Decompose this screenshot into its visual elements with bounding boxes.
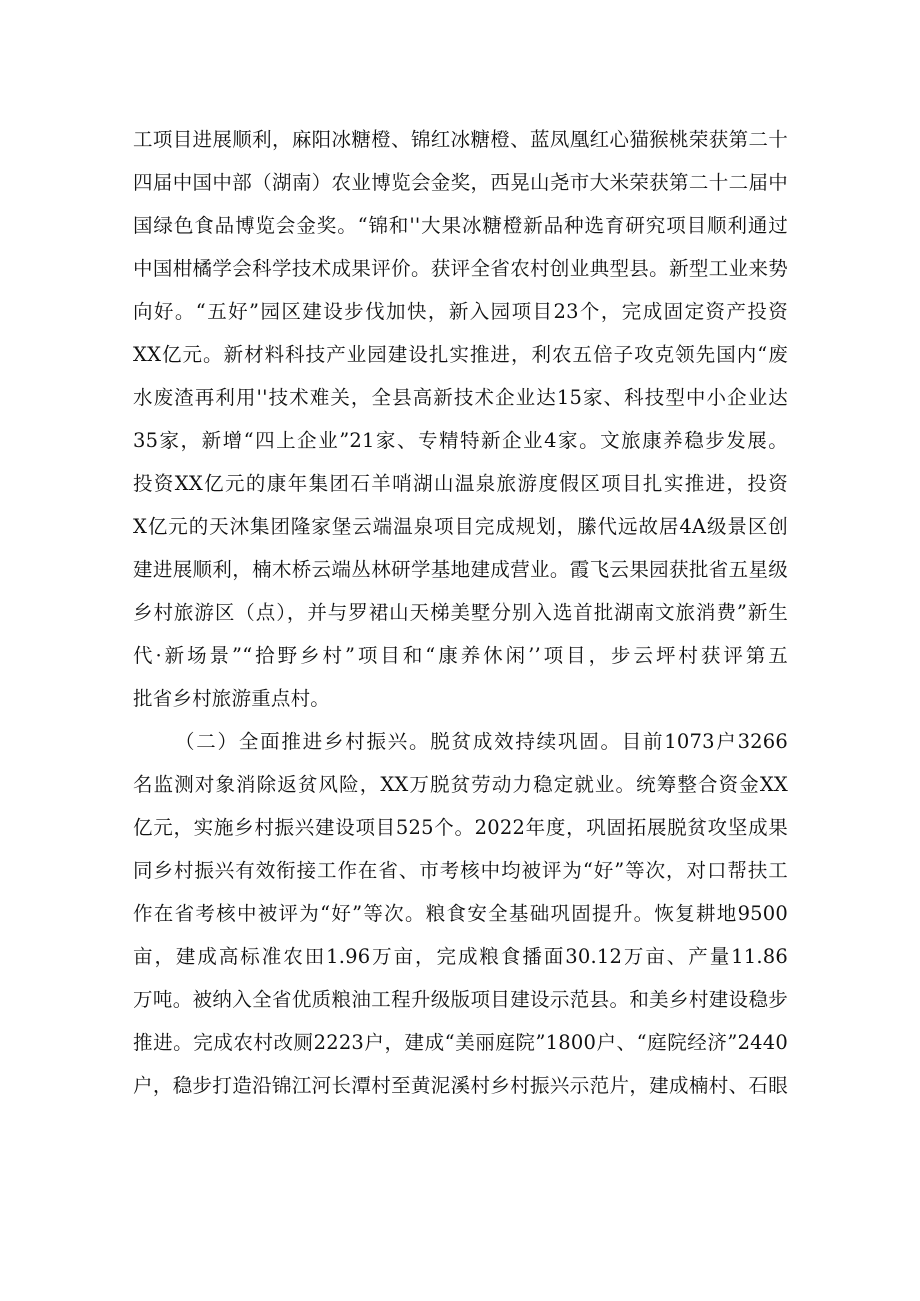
text-line: 亩，建成高标准农田1.96万亩，完成粮食播面30.12万亩、产量11.86 xyxy=(133,945,788,968)
section-heading-line: （二）全面推进乡村振兴。脱贫成效持续巩固。目前1073户3266 xyxy=(175,730,788,753)
paragraph-1 xyxy=(133,118,788,720)
text-line: 四届中国中部（湖南）农业博览会金奖，西晃山尧市大米荣获第二十二届中 xyxy=(133,171,788,194)
text-line: 推进。完成农村改厕2223户，建成“美丽庭院”1800户、“庭院经济”2440 xyxy=(133,1031,788,1054)
text-line: 万吨。被纳入全省优质粮油工程升级版项目建设示范县。和美乡村建设稳步 xyxy=(133,988,788,1011)
text-line: 35家，新增“四上企业”21家、专精特新企业4家。文旅康养稳步发展。 xyxy=(133,429,788,452)
text-line: 中国柑橘学会科学技术成果评价。获评全省农村创业典型县。新型工业来势 xyxy=(133,257,788,280)
text-line: 作在省考核中被评为“好”等次。粮食安全基础巩固提升。恢复耕地9500 xyxy=(133,902,788,925)
text-line: 代·新场景”“拾野乡村”项目和“康养休闲’’项目，步云坪村获评第五 xyxy=(133,644,788,667)
text-line: 投资XX亿元的康年集团石羊哨湖山温泉旅游度假区项目扎实推进，投资 xyxy=(133,472,788,495)
text-line: 向好。“五好”园区建设步伐加快，新入园项目23个，完成固定资产投资 xyxy=(133,300,788,323)
text-line: 乡村旅游区（点），并与罗裙山天梯美墅分别入选首批湖南文旅消费”新生 xyxy=(133,601,788,624)
text-line: 建进展顺利，楠木桥云端丛林研学基地建成营业。霞飞云果园获批省五星级 xyxy=(133,558,788,581)
text-line: 名监测对象消除返贫风险，XX万脱贫劳动力稳定就业。统筹整合资金XX xyxy=(133,773,788,796)
text-line: 国绿色食品博览会金奖。“锦和''大果冰糖橙新品种选育研究项目顺利通过 xyxy=(133,214,788,237)
text-line: 同乡村振兴有效衔接工作在省、市考核中均被评为“好”等次，对口帮扶工 xyxy=(133,859,788,882)
text-line: XX亿元。新材料科技产业园建设扎实推进，利农五倍子攻克领先国内“废 xyxy=(133,343,788,366)
text-line: 批省乡村旅游重点村。 xyxy=(133,687,331,710)
text-line: 户，稳步打造沿锦江河长潭村至黄泥溪村乡村振兴示范片，建成楠村、石眼 xyxy=(133,1074,788,1097)
document-body xyxy=(133,118,788,1107)
text-line: 工项目进展顺利，麻阳冰糖橙、锦红冰糖橙、蓝凤凰红心猫猴桃荣获第二十 xyxy=(133,128,788,151)
text-line: X亿元的天沐集团隆家堡云端温泉项目完成规划，縢代远故居4A级景区创 xyxy=(133,515,788,538)
text-line: 亿元，实施乡村振兴建设项目525个。2022年度，巩固拓展脱贫攻坚成果 xyxy=(133,816,788,839)
text-line: 水废渣再利用''技术难关，全县高新技术企业达15家、科技型中小企业达 xyxy=(133,386,788,409)
paragraph-2 xyxy=(133,720,788,1107)
